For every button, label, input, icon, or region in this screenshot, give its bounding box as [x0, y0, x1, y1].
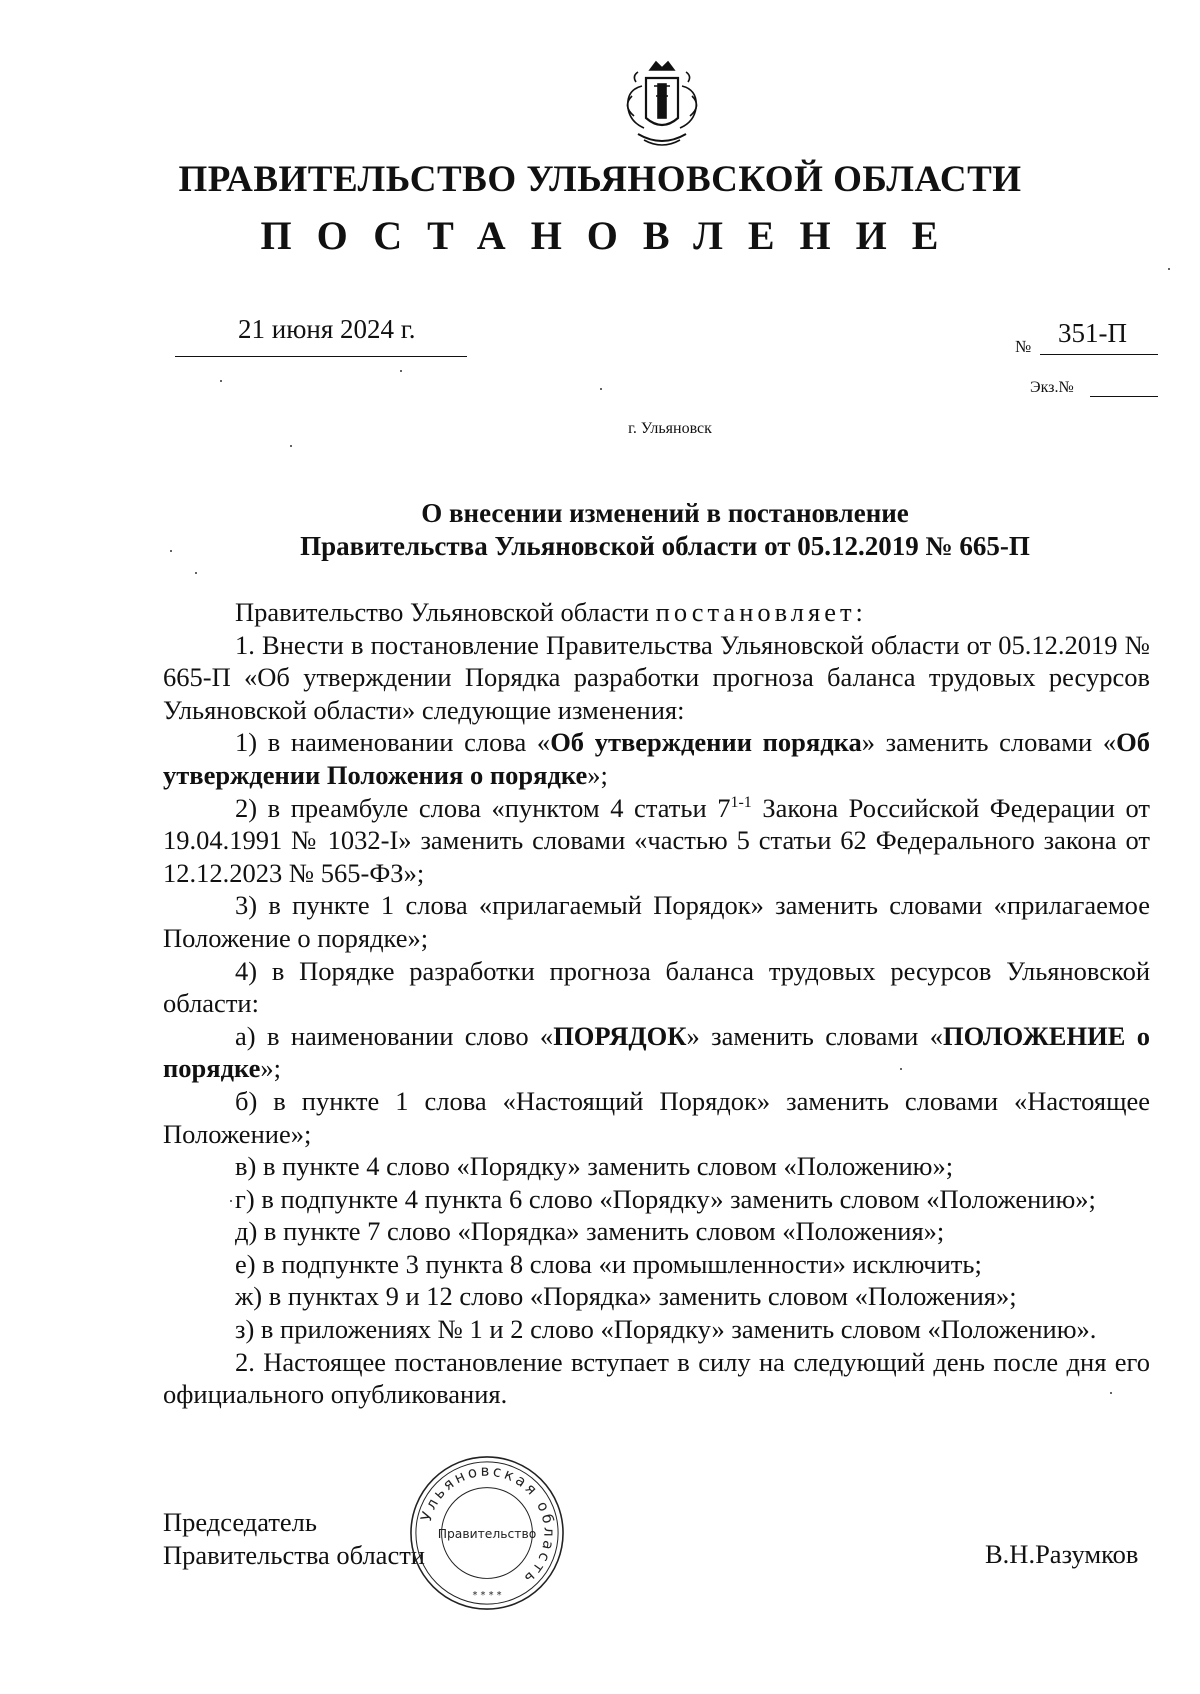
subject-line: Правительства Ульяновской области от 05.12.2019 № 665-П — [300, 531, 1030, 561]
intro-text: Правительство Ульяновской области — [235, 597, 656, 627]
copy-number-underline — [1090, 396, 1158, 397]
body-paragraph: е) в подпункте 3 пункта 8 слова «и промышленности» исключить; — [235, 1248, 982, 1279]
body-paragraph: 4) в Порядке разработки прогноза баланса трудовых ресурсов Ульяновской области: — [163, 955, 1150, 1019]
organization-title: ПРАВИТЕЛЬСТВО УЛЬЯНОВСКОЙ ОБЛАСТИ — [178, 159, 1022, 200]
number-label: № — [1015, 337, 1032, 356]
stamp-ring-text: Ульяновская область — [417, 1462, 558, 1589]
date-underline — [175, 356, 467, 357]
document-date: 21 июня 2024 г. — [238, 314, 416, 344]
document-body — [163, 596, 1150, 1411]
body-paragraph: г) в подпункте 4 пункта 6 слово «Порядку» заменить словом «Положению»; — [235, 1183, 1096, 1214]
number-underline — [1040, 354, 1158, 355]
body-paragraph: 3) в пункте 1 слова «прилагаемый Порядок» заменить словами «прилагаемое Положение о порядке»; — [163, 890, 1150, 953]
signatory-name: В.Н.Разумков — [985, 1539, 1139, 1569]
subject-line: О внесении изменений в постановление — [421, 498, 909, 528]
document-number: 351-П — [1058, 318, 1127, 348]
body-paragraph — [163, 596, 1150, 629]
coat-of-arms-icon — [612, 56, 712, 156]
body-paragraph: 2. Настоящее постановление вступает в силу на следующий день после дня его официального опубликования. — [163, 1346, 1150, 1410]
body-paragraph: в) в пункте 4 слово «Порядку» заменить словом «Положению»; — [235, 1151, 954, 1182]
city: г. Ульяновск — [628, 420, 712, 437]
body-paragraph: ж) в пунктах 9 и 12 слово «Порядка» заменить словом «Положения»; — [235, 1281, 1017, 1312]
body-paragraph: 1. Внести в постановление Правительства Ульяновской области от 05.12.2019 № 665-П «Об утверждении Порядка разработки прогноза баланса трудовых ресурсов Ульяновской области» следующие изменения: — [163, 629, 1150, 725]
signatory-title: Председатель Правительства области — [163, 1507, 425, 1570]
intro-verb: постановляет: — [655, 597, 867, 627]
stamp-stars: * * * * — [472, 1590, 502, 1602]
body-paragraph: д) в пункте 7 слово «Порядка» заменить словом «Положения»; — [235, 1216, 945, 1247]
document-subject — [0, 497, 1200, 563]
body-paragraph: б) в пункте 1 слова «Настоящий Порядок» заменить словами «Настоящее Положение»; — [163, 1085, 1150, 1149]
body-paragraph: а) в наименовании слово «ПОРЯДОК» заменить словами «ПОЛОЖЕНИЕ о порядке»; — [163, 1020, 1150, 1084]
body-paragraph: 2) в преамбуле слова «пунктом 4 статьи 7$^{1-1}$ Закона Российской Федерации от 19.04.1991 № 1032-I» заменить словами «частью 5 статьи 62 Федерального закона от 12.12.2023 № 565-ФЗ»; — [163, 792, 1150, 888]
body-paragraph: з) в приложениях № 1 и 2 слово «Порядку» заменить словом «Положению». — [235, 1314, 1097, 1345]
body-paragraph: 1) в наименовании слова «Об утверждении порядка» заменить словами «Об утверждении Положения о порядке»; — [163, 727, 1150, 790]
copy-number-label: Экз.№ — [1030, 379, 1074, 396]
stamp-center-text: Правительство — [437, 1526, 537, 1541]
document-type: ПОСТАНОВЛЕНИЕ — [260, 213, 964, 258]
official-stamp-icon — [408, 1451, 566, 1616]
